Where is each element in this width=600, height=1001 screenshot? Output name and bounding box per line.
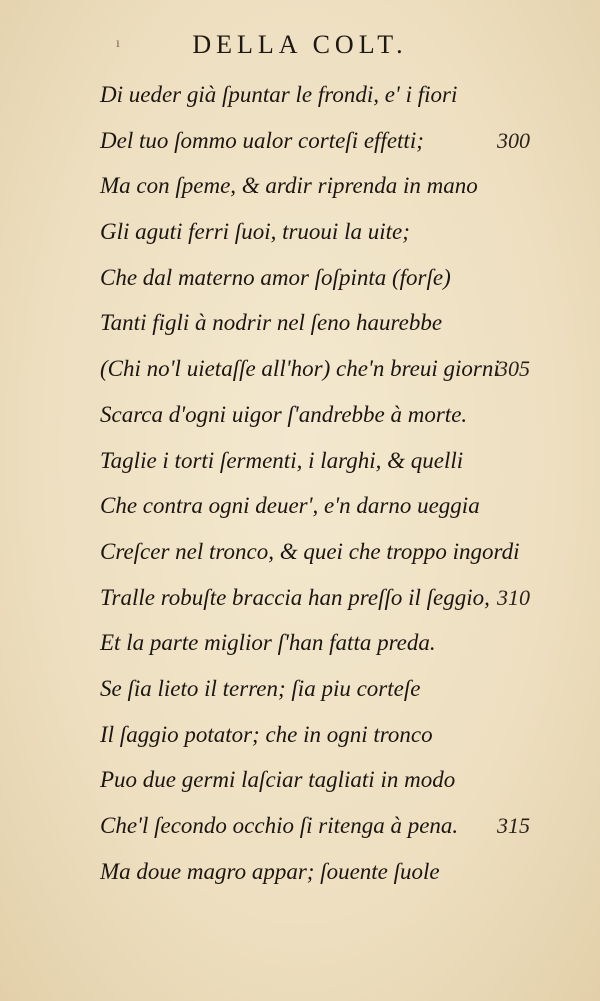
verse-line: [100, 529, 540, 575]
line-number: 300: [497, 127, 530, 153]
verse-text: Del tuo ſommo ualor corteſi effetti;: [100, 127, 424, 153]
line-number: 315: [497, 813, 530, 838]
verse-line: [100, 712, 540, 758]
verse-line: [100, 849, 540, 895]
verse-line: [100, 438, 540, 484]
verse-line: [100, 209, 540, 255]
verse-line: [100, 575, 540, 621]
verse-line: [100, 163, 540, 209]
verse-text: Se ſia lieto il terren; ſia piu corteſe: [100, 675, 421, 701]
verse-text: Tralle robuſte braccia han preſſo il ſeggio,: [100, 584, 490, 610]
verse-text: Ma con ſpeme, & ardir riprenda in mano: [100, 173, 478, 199]
verse-line: [100, 346, 540, 392]
verse-text: Che contra ogni deuer', e'n darno ueggia: [100, 493, 480, 519]
verse-text: Et la parte miglior ſ'han fatta preda.: [100, 630, 436, 656]
running-header-title: DELLA COLT.: [192, 30, 408, 59]
verse-line: [100, 803, 540, 849]
line-number: 310: [497, 584, 530, 610]
verse-line: [100, 392, 540, 438]
verse-line: [100, 72, 540, 118]
verse-text: (Chi no'l uietaſſe all'hor) che'n breui giorni: [100, 356, 500, 382]
verse-block: [100, 72, 540, 894]
verse-text: Il ſaggio potator; che in ogni tronco: [100, 721, 433, 747]
verse-line: [100, 483, 540, 529]
verse-text: Puo due germi laſciar tagliati in modo: [100, 767, 456, 793]
verse-text: Che dal materno amor ſoſpinta (forſe): [100, 264, 451, 290]
verse-text: Di ueder già ſpuntar le frondi, e' i fiori: [100, 82, 458, 107]
verse-text: Tanti figli à nodrir nel ſeno haurebbe: [100, 310, 443, 336]
verse-text: Creſcer nel tronco, & quei che troppo ingordi: [100, 538, 520, 564]
verse-text: Taglie i torti ſermenti, i larghi, & quelli: [100, 447, 464, 473]
verse-line: [100, 118, 540, 164]
verse-text: Che'l ſecondo occhio ſi ritenga à pena.: [100, 813, 459, 838]
verse-line: [100, 620, 540, 666]
verse-line: [100, 666, 540, 712]
verse-line: [100, 757, 540, 803]
verse-text: Ma doue magro appar; ſouente ſuole: [100, 858, 440, 884]
verse-text: Gli aguti ferri ſuoi, truoui la uite;: [100, 219, 410, 245]
verse-text: Scarca d'ogni uigor ſ'andrebbe à morte.: [100, 401, 468, 427]
verse-line: [100, 255, 540, 301]
verse-line: [100, 300, 540, 346]
line-number: 305: [497, 356, 530, 382]
signature-mark: ı: [116, 36, 120, 51]
running-header: [0, 30, 600, 60]
